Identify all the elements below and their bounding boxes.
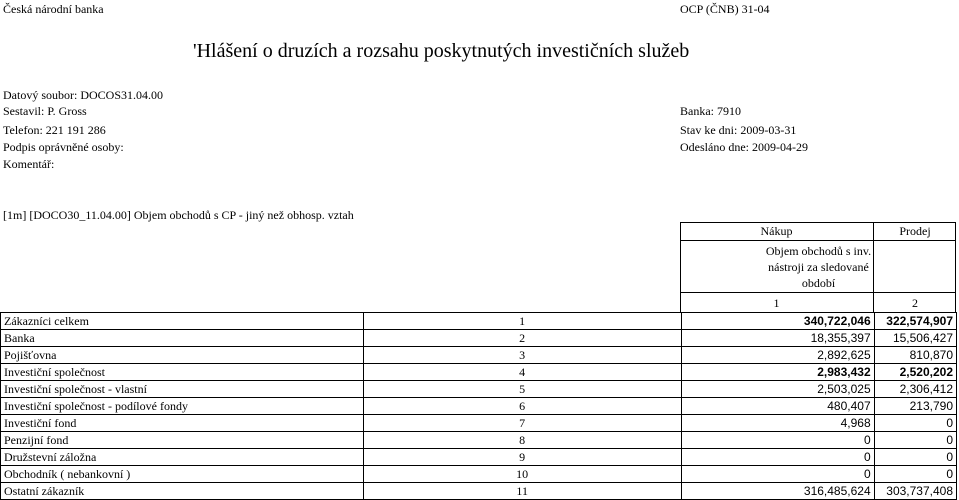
- value-nakup: 0: [681, 432, 874, 449]
- value-nakup: 18,355,397: [681, 330, 874, 347]
- value-nakup: 4,968: [681, 415, 874, 432]
- table-row: [1, 415, 957, 432]
- table-row: [1, 330, 957, 347]
- value-nakup: 340,722,046: [681, 313, 874, 330]
- value-prodej: 0: [874, 415, 956, 432]
- table-row: [1, 313, 957, 330]
- row-number: 1: [363, 313, 681, 330]
- row-label: Družstevní záložna: [1, 449, 364, 466]
- value-nakup: 2,892,625: [681, 347, 874, 364]
- telefon: Telefon: 221 191 286: [3, 123, 106, 137]
- table-row: [1, 381, 957, 398]
- row-label: Penzijní fond: [1, 432, 364, 449]
- row-number: 4: [363, 364, 681, 381]
- table-row: [1, 432, 957, 449]
- odeslano-dne: Odesláno dne: 2009-04-29: [680, 140, 808, 154]
- row-number: 10: [363, 466, 681, 483]
- row-label: Zákazníci celkem: [1, 313, 364, 330]
- row-number: 6: [363, 398, 681, 415]
- value-prodej: 213,790: [874, 398, 956, 415]
- value-prodej: 2,306,412: [874, 381, 956, 398]
- value-nakup: 0: [681, 449, 874, 466]
- report-code: OCP (ČNB) 31-04: [680, 2, 770, 16]
- row-label: Pojišťovna: [1, 347, 364, 364]
- page-title: 'Hlášení o druzích a rozsahu poskytnutých investičních služeb: [193, 40, 690, 62]
- podpis-opravnene-osoby: Podpis oprávněné osoby:: [3, 140, 124, 154]
- col-header-prodej: Prodej: [899, 224, 931, 238]
- row-number: 7: [363, 415, 681, 432]
- row-number: 2: [363, 330, 681, 347]
- row-label: Obchodník ( nebankovní ): [1, 466, 364, 483]
- value-prodej: 322,574,907: [874, 313, 956, 330]
- col-number-2: 2: [912, 296, 918, 310]
- value-nakup: 2,983,432: [681, 364, 874, 381]
- col-number-1: 1: [773, 296, 780, 310]
- table-row: [1, 347, 957, 364]
- value-prodej: 0: [874, 432, 956, 449]
- value-nakup: 480,407: [681, 398, 874, 415]
- sestavil: Sestavil: P. Gross: [3, 104, 87, 118]
- komentar: Komentář:: [3, 157, 55, 171]
- col-header-nakup: Nákup: [760, 224, 793, 238]
- banka-code: Banka: 7910: [680, 104, 741, 118]
- row-number: 8: [363, 432, 681, 449]
- table-row: [1, 398, 957, 415]
- section-title: [1m] [DOCO30_11.04.00] Objem obchodů s CP - jiný než obhosp. vztah: [3, 208, 354, 222]
- row-label: Ostatní zákazník: [1, 483, 364, 500]
- row-label: Investiční společnost: [1, 364, 364, 381]
- value-prodej: 0: [874, 466, 956, 483]
- bank-name: Česká národní banka: [3, 2, 104, 16]
- row-label: Investiční společnost - podílové fondy: [1, 398, 364, 415]
- row-label: Investiční společnost - vlastní: [1, 381, 364, 398]
- row-number: 5: [363, 381, 681, 398]
- row-label: Investiční fond: [1, 415, 364, 432]
- row-number: 11: [363, 483, 681, 500]
- value-nakup: 316,485,624: [681, 483, 874, 500]
- row-number: 3: [363, 347, 681, 364]
- value-prodej: 810,870: [874, 347, 956, 364]
- row-label: Banka: [1, 330, 364, 347]
- value-prodej: 0: [874, 449, 956, 466]
- value-prodej: 2,520,202: [874, 364, 956, 381]
- table-row: [1, 364, 957, 381]
- col-subheader: Objem obchodů s inv. nástroji za sledované období: [765, 244, 872, 290]
- table-row: [1, 466, 957, 483]
- value-nakup: 0: [681, 466, 874, 483]
- table-row: [1, 449, 957, 466]
- data-table: [0, 312, 957, 500]
- value-nakup: 2,503,025: [681, 381, 874, 398]
- datovy-soubor: Datový soubor: DOCOS31.04.00: [3, 88, 164, 102]
- row-number: 9: [363, 449, 681, 466]
- table-row: [1, 483, 957, 500]
- header-divider: [680, 240, 956, 241]
- value-prodej: 15,506,427: [874, 330, 956, 347]
- value-prodej: 303,737,408: [874, 483, 956, 500]
- header-divider: [680, 292, 956, 293]
- stav-ke-dni: Stav ke dni: 2009-03-31: [680, 123, 797, 137]
